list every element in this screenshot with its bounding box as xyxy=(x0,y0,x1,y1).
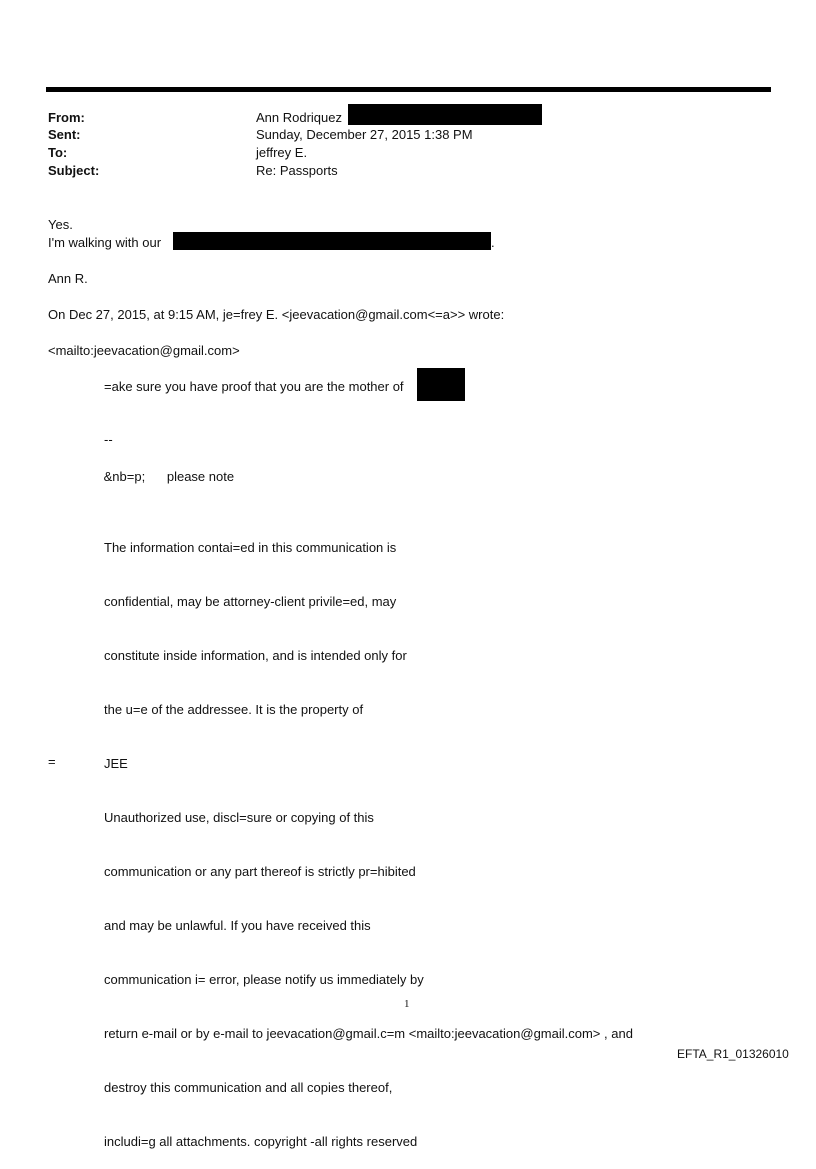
disclaimer-line: and may be unlawful. If you have received this xyxy=(104,918,371,933)
disclaimer-line: constitute inside information, and is intended only for xyxy=(104,648,407,663)
sent-label: Sent: xyxy=(48,127,81,142)
header-rule xyxy=(46,87,771,92)
trailing-equals: = xyxy=(48,754,56,769)
redaction-box xyxy=(173,232,491,250)
redaction-box xyxy=(417,368,465,401)
to-value: jeffrey E. xyxy=(256,145,308,160)
body-line-walking: I'm walking with our xyxy=(48,235,162,250)
sent-value: Sunday, December 27, 2015 1:38 PM xyxy=(256,127,473,142)
redaction-box xyxy=(348,104,542,125)
signature: Ann R. xyxy=(48,271,88,286)
disclaimer-line: JEE xyxy=(104,756,128,771)
body-line-yes: Yes. xyxy=(48,217,73,232)
disclaimer-line: communication i= error, please notify us immediately by xyxy=(104,972,424,987)
disclaimer-line: destroy this communication and all copies thereof, xyxy=(104,1080,393,1095)
from-label: From: xyxy=(48,110,85,125)
document-id: EFTA_R1_01326010 xyxy=(677,1047,789,1061)
disclaimer-line: the u=e of the addressee. It is the property of xyxy=(104,702,364,717)
from-value: Ann Rodriquez xyxy=(256,110,342,125)
signature-dashes: -- xyxy=(104,432,113,447)
subject-value: Re: Passports xyxy=(256,163,338,178)
page-number: 1 xyxy=(404,998,410,1010)
to-label: To: xyxy=(48,145,68,160)
mailto-line: <mailto:jeevacation@gmail.com> xyxy=(48,343,240,358)
disclaimer-line: Unauthorized use, discl=sure or copying of this xyxy=(104,810,374,825)
disclaimer-line: confidential, may be attorney-client privile=ed, may xyxy=(104,594,397,609)
quote-intro: On Dec 27, 2015, at 9:15 AM, je=frey E. <jeevacation@gmail.com<=a>> wrote: xyxy=(48,307,505,322)
quoted-message: =ake sure you have proof that you are the mother of xyxy=(104,379,404,394)
disclaimer-line: The information contai=ed in this communication is xyxy=(104,540,397,555)
disclaimer-line: communication or any part thereof is strictly pr=hibited xyxy=(104,864,416,879)
disclaimer xyxy=(104,503,633,1169)
please-note: &nb=p; please note xyxy=(100,469,235,484)
subject-label: Subject: xyxy=(48,163,100,178)
disclaimer-line: includi=g all attachments. copyright -all rights reserved xyxy=(104,1134,418,1149)
body-line-walking-end: . xyxy=(491,235,495,250)
disclaimer-line: return e-mail or by e-mail to jeevacation@gmail.c=m <mailto:jeevacation@gmail.com> , and xyxy=(104,1026,633,1041)
